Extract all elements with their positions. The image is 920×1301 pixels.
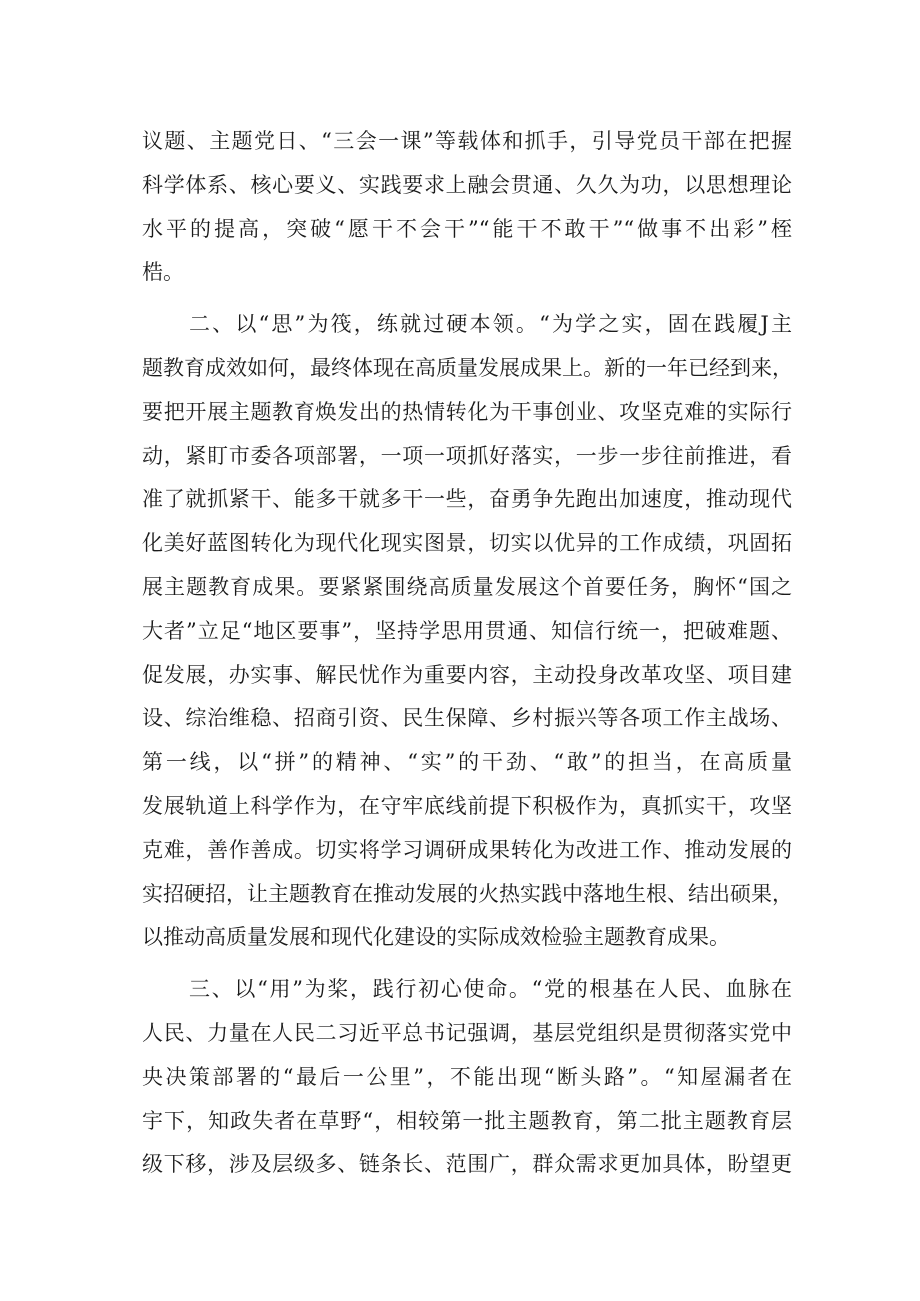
paragraph-3 xyxy=(142,968,792,1187)
document-body xyxy=(142,120,792,1187)
text-line: 促发展，办实事、解民忧作为重要内容，主动投身改革攻坚、项目建 xyxy=(142,662,792,687)
text-line: 科学体系、核心要义、实践要求上融会贯通、久久为功，以思想理论 xyxy=(142,172,792,197)
text-line: 央决策部署的“最后一公里”，不能出现“断头路”。“知屋漏者在 xyxy=(142,1064,792,1089)
text-line: 三、以“用”为桨，践行初心使命。“党的根基在人民、血脉在 xyxy=(189,977,792,1002)
text-line: 水平的提高，突破“愿干不会干”“能干不敢干”“做事不出彩”桎 xyxy=(142,216,792,241)
text-line: 梏。 xyxy=(142,260,184,285)
text-line: 实招硬招，让主题教育在推动发展的火热实践中落地生根、结出硕果， xyxy=(142,881,793,906)
text-line: 宇下，知政失者在草野“，相较第一批主题教育，第二批主题教育层 xyxy=(142,1108,792,1133)
text-line: 第一线，以“拼”的精神、“实”的干劲、“敢”的担当，在高质量 xyxy=(142,750,792,775)
text-line: 大者”立足“地区要事”，坚持学思用贯通、知信行统一，把破难题、 xyxy=(142,618,792,643)
paragraph-gap xyxy=(142,295,792,303)
text-line: 克难，善作善成。切实将学习调研成果转化为改进工作、推动发展的 xyxy=(142,837,792,862)
text-line: 化美好蓝图转化为现代化现实图景，切实以优异的工作成绩，巩固拓 xyxy=(142,531,792,556)
text-line: 议题、主题党日、“三会一课”等载体和抓手，引导党员干部在把握 xyxy=(142,129,792,153)
text-line: 准了就抓紧干、能多干就多干一些，奋勇争先跑出加速度，推动现代 xyxy=(142,487,792,512)
paragraph-gap xyxy=(142,960,792,968)
text-line: 二、以“思”为筏，练就过硬本领。“为学之实，固在践履J主 xyxy=(189,312,792,337)
text-line: 以推动高质量发展和现代化建设的实际成效检验主题教育成果。 xyxy=(142,925,730,950)
text-line: 题教育成效如何，最终体现在高质量发展成果上。新的一年已经到来， xyxy=(142,355,793,380)
text-line: 人民、力量在人民二习近平总书记强调，基层党组织是贯彻落实党中 xyxy=(142,1020,792,1045)
text-line: 发展轨道上科学作为，在守牢底线前提下积极作为，真抓实干，攻坚 xyxy=(142,793,792,818)
text-line: 展主题教育成果。要紧紧围绕高质量发展这个首要任务，胸怀“国之 xyxy=(142,574,792,599)
text-line: 动，紧盯市委各项部署，一项一项抓好落实，一步一步往前推进，看 xyxy=(142,443,792,468)
text-line: 要把开展主题教育焕发出的热情转化为干事创业、攻坚克难的实际行 xyxy=(142,399,792,424)
paragraph-2 xyxy=(142,303,792,960)
paragraph-1 xyxy=(142,120,792,295)
text-line: 设、综治维稳、招商引资、民生保障、乡村振兴等各项工作主战场、 xyxy=(142,706,792,731)
text-line: 级下移，涉及层级多、链条长、范围广，群众需求更加具体，盼望更 xyxy=(142,1152,792,1177)
